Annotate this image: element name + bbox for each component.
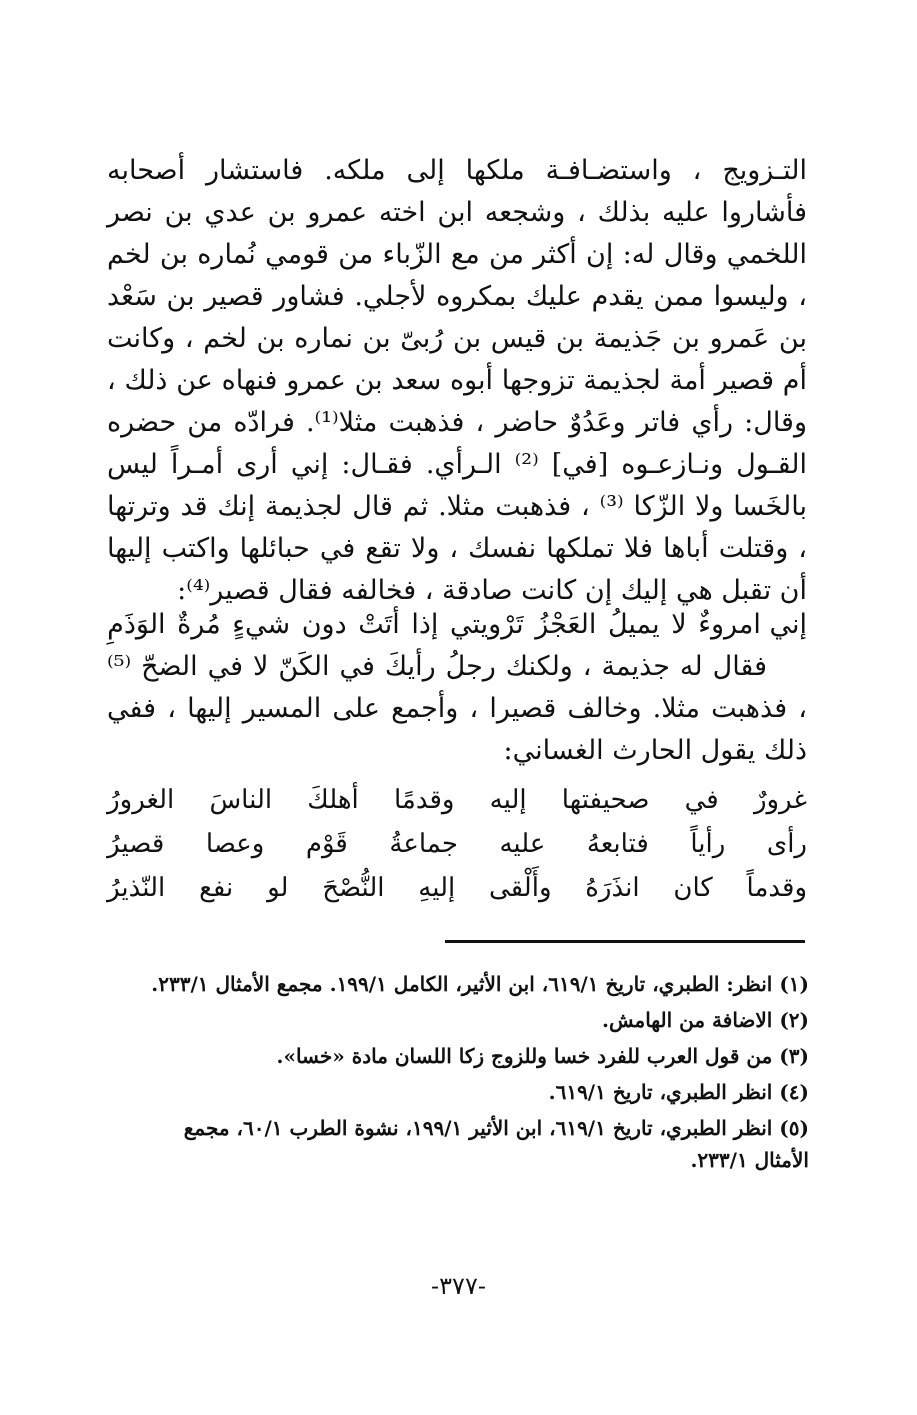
poem-word: الناسَ bbox=[209, 785, 273, 815]
verse-line-1 bbox=[107, 604, 807, 646]
paragraph-2: فقال له جذيمة ، ولكنك رجلُ رأيكَ في الكَنّ لا في الضحّ ⁽⁵⁾ ، فذهبت مثلا. وخالف قصيرا ، وأجمع على المسير إليها ، ففي ذلك يقول الحارث الغساني: bbox=[107, 651, 807, 766]
poem-word: النّذيرُ bbox=[107, 873, 166, 903]
footnote-1: (١) انظر: الطبري، تاريخ ٦١٩/١، ابن الأثير، الكامل ١٩٩/١. مجمع الأمثال ٢٣٣/١. bbox=[151, 972, 809, 996]
footnote-3: (٣) من قول العرب للفرد خسا وللزوج زكا اللسان مادة «خسا». bbox=[276, 1044, 809, 1068]
poem-word: النُّصْحَ bbox=[322, 873, 385, 903]
poem-word: صحيفتها bbox=[561, 785, 650, 815]
footnote-5: (٥) انظر الطبري، تاريخ ٦١٩/١، ابن الأثير ١٩٩/١، نشوة الطرب ٦٠/١، مجمع الأمثال ٢٣٣/١. bbox=[183, 1116, 809, 1172]
poem-word: رأى bbox=[766, 829, 807, 859]
verse-word: دون bbox=[301, 609, 347, 640]
poem-row bbox=[107, 866, 807, 910]
verse-word: لا bbox=[671, 609, 687, 640]
verse-word: إني امروءٌ bbox=[698, 609, 807, 640]
poem-word: قَوْم bbox=[305, 829, 348, 859]
poem-word: نفع bbox=[199, 873, 234, 903]
verse-word: أتَتْ bbox=[358, 609, 400, 640]
poem-word: في bbox=[684, 785, 719, 815]
verse-word: يميلُ bbox=[607, 609, 660, 640]
verse-word: تَرْويتي bbox=[450, 609, 524, 640]
verse-word: شيءٍ bbox=[232, 609, 291, 640]
verse-word: العَجْزُ bbox=[535, 609, 597, 640]
paragraph-1: التـزويج ، واستضـافـة ملكها إلى ملكه. فاستشار أصحابه فأشاروا عليه بذلك ، وشجعه ابن اخته عمرو بن عدي بن نصر اللخمي وقال له: إن أكثر من مع الزّباء من قومي نُماره بن لخم ، وليسوا ممن يقدم عليك بمكروه لأجلي. فشاور قصير بن سَعْد بن عَمرو بن جَذيمة بن قيس بن رُبىّ بن نماره بن لخم ، وكانت أم قصير أمة لجذيمة تزوجها أبوه سعد بن عمرو فنهاه عن ذلك ، وقال: رأي فاتر وعَدُوٌ حاضر ، فذهبت مثلا⁽¹⁾. فرادّه من حضره القـول ونـازعـوه [في] ⁽²⁾ الـرأي. فقـال: إني أرى أمـراً ليس بالخَسا ولا الزّكا ⁽³⁾ ، فذهبت مثلا. ثم قال لجذيمة إنك قد وترتها ، وقتلت أباها فلا تملكها نفسك ، ولا تقع في حبائلها واكتب إليها أن تقبل هي إليك إن كانت صادقة ، فخالفه فقال قصير⁽⁴⁾: bbox=[107, 155, 808, 606]
page-number: -٣٧٧- bbox=[431, 1272, 486, 1300]
poem-word: رأياً bbox=[690, 829, 726, 859]
verse-word: الوَذَمِ bbox=[107, 609, 166, 640]
footnote-divider bbox=[445, 940, 805, 943]
poem-word: إليه bbox=[489, 785, 527, 815]
verse-word: مُرةٌ bbox=[177, 609, 221, 640]
poem-word: قصيرُ bbox=[107, 829, 165, 859]
poem-word: انذَرَهُ bbox=[585, 873, 640, 903]
footnote-4: (٤) انظر الطبري، تاريخ ٦١٩/١. bbox=[548, 1080, 809, 1104]
poem-word: الغرورُ bbox=[107, 785, 175, 815]
poem-word: وقدماً bbox=[746, 873, 807, 903]
footnote-2: (٢) الاضافة من الهامش. bbox=[602, 1008, 809, 1032]
verse-word: إذا bbox=[411, 609, 439, 640]
poem-word: فتابعهُ bbox=[586, 829, 649, 859]
poem-word: كان bbox=[673, 873, 713, 903]
poem-word: غرورٌ bbox=[753, 785, 807, 815]
poem-word: وقدمًا bbox=[393, 785, 455, 815]
footnotes bbox=[129, 968, 809, 1180]
main-text bbox=[107, 150, 807, 612]
poem-row bbox=[107, 778, 807, 822]
poem-word: إليهِ bbox=[418, 873, 456, 903]
poem-word: جماعةُ bbox=[389, 829, 458, 859]
poem-word: لو bbox=[267, 873, 289, 903]
poem bbox=[107, 778, 807, 910]
poem-word: أهلكَ bbox=[307, 785, 359, 815]
poem-word: وأَلْقى bbox=[488, 873, 552, 903]
main-text-2 bbox=[107, 646, 807, 772]
poem-row bbox=[107, 822, 807, 866]
poem-word: وعصا bbox=[205, 829, 265, 859]
poem-word: عليه bbox=[499, 829, 546, 859]
